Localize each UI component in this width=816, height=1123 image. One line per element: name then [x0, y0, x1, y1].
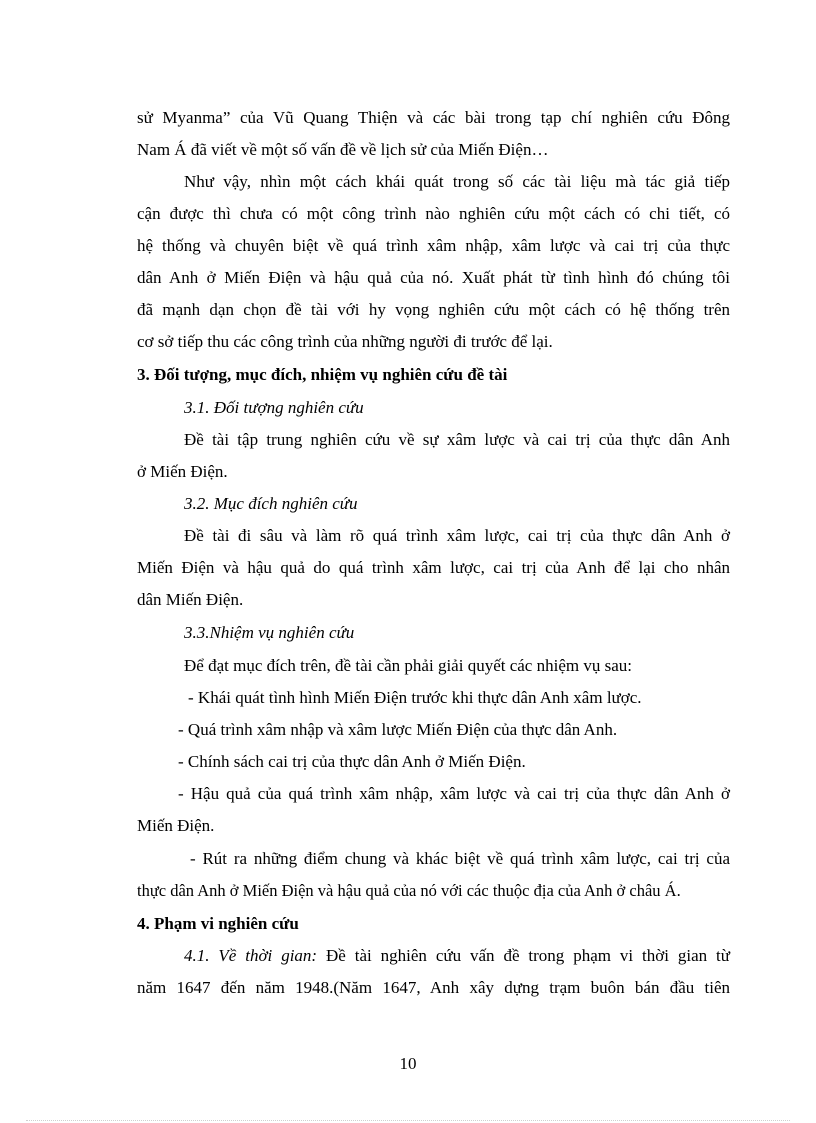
- task-list-item-3: - Chính sách cai trị của thực dân Anh ở Miến Điện.: [178, 752, 526, 771]
- section-4-1-label: 4.1. Về thời gian:: [184, 946, 318, 965]
- section-3-2-line-2: Miến Điện và hậu quả do quá trình xâm lược, cai trị của Anh để lại cho nhân: [137, 558, 730, 577]
- section-3-2-line-3: dân Miến Điện.: [137, 590, 244, 609]
- section-3-3-intro: Để đạt mục đích trên, đề tài cần phải giải quyết các nhiệm vụ sau:: [184, 656, 632, 675]
- summary-paragraph-line-2: cận được thì chưa có một công trình nào nghiên cứu một cách có chi tiết, có: [137, 204, 730, 223]
- summary-paragraph-line-5: đã mạnh dạn chọn đề tài với hy vọng nghiên cứu một cách có hệ thống trên: [137, 300, 730, 319]
- section-3-2-title: 3.2. Mục đích nghiên cứu: [184, 494, 358, 513]
- page-number: 10: [399, 1054, 417, 1073]
- summary-paragraph-line-4: dân Anh ở Miến Điện và hậu quả của nó. Xuất phát từ tình hình đó chúng tôi: [137, 268, 730, 287]
- summary-paragraph-line-3: hệ thống và chuyên biệt về quá trình xâm nhập, xâm lược và cai trị của thực: [137, 236, 730, 255]
- section-3-1-title: 3.1. Đối tượng nghiên cứu: [184, 398, 364, 417]
- section-4-1-text: Đề tài nghiên cứu vấn đề trong phạm vi thời gian từ: [317, 946, 730, 965]
- task-list-item-5-line-2: thực dân Anh ở Miến Điện và hậu quả của nó với các thuộc địa của Anh ở châu Á.: [137, 881, 681, 900]
- task-list-item-2: - Quá trình xâm nhập và xâm lược Miến Điện của thực dân Anh.: [178, 720, 618, 739]
- section-3-1-line-1: Đề tài tập trung nghiên cứu về sự xâm lược và cai trị của thực dân Anh: [184, 430, 730, 449]
- section-4-1-line-1: [184, 945, 730, 967]
- section-3-2-line-1: Đề tài đi sâu và làm rõ quá trình xâm lược, cai trị của thực dân Anh ở: [184, 526, 730, 545]
- summary-paragraph-line-6: cơ sở tiếp thu các công trình của những người đi trước để lại.: [137, 332, 553, 351]
- task-list-item-4-line-2: Miến Điện.: [137, 816, 215, 835]
- page-bottom-divider: [26, 1120, 790, 1121]
- summary-paragraph-line-1: Như vậy, nhìn một cách khái quát trong số các tài liệu mà tác giả tiếp: [184, 172, 730, 191]
- task-list-item-5-line-1: - Rút ra những điểm chung và khác biệt về quá trình xâm lược, cai trị của: [190, 849, 730, 868]
- section-4-heading: 4. Phạm vi nghiên cứu: [137, 914, 299, 933]
- paragraph-continuation-line-2: Nam Á đã viết về một số vấn đề về lịch sử của Miến Điện…: [137, 140, 549, 159]
- task-list-item-1: - Khái quát tình hình Miến Điện trước khi thực dân Anh xâm lược.: [188, 688, 642, 707]
- paragraph-continuation-line-1: sử Myanma” của Vũ Quang Thiện và các bài trong tạp chí nghiên cứu Đông: [137, 108, 730, 127]
- task-list-item-4-line-1: - Hậu quả của quá trình xâm nhập, xâm lược và cai trị của thực dân Anh ở: [178, 784, 730, 803]
- section-3-heading: 3. Đối tượng, mục đích, nhiệm vụ nghiên cứu đề tài: [137, 365, 508, 384]
- section-4-1-line-2: năm 1647 đến năm 1948.(Năm 1647, Anh xây dựng trạm buôn bán đầu tiên: [137, 978, 730, 997]
- section-3-1-line-2: ở Miến Điện.: [137, 462, 228, 481]
- section-3-3-title: 3.3.Nhiệm vụ nghiên cứu: [184, 623, 355, 642]
